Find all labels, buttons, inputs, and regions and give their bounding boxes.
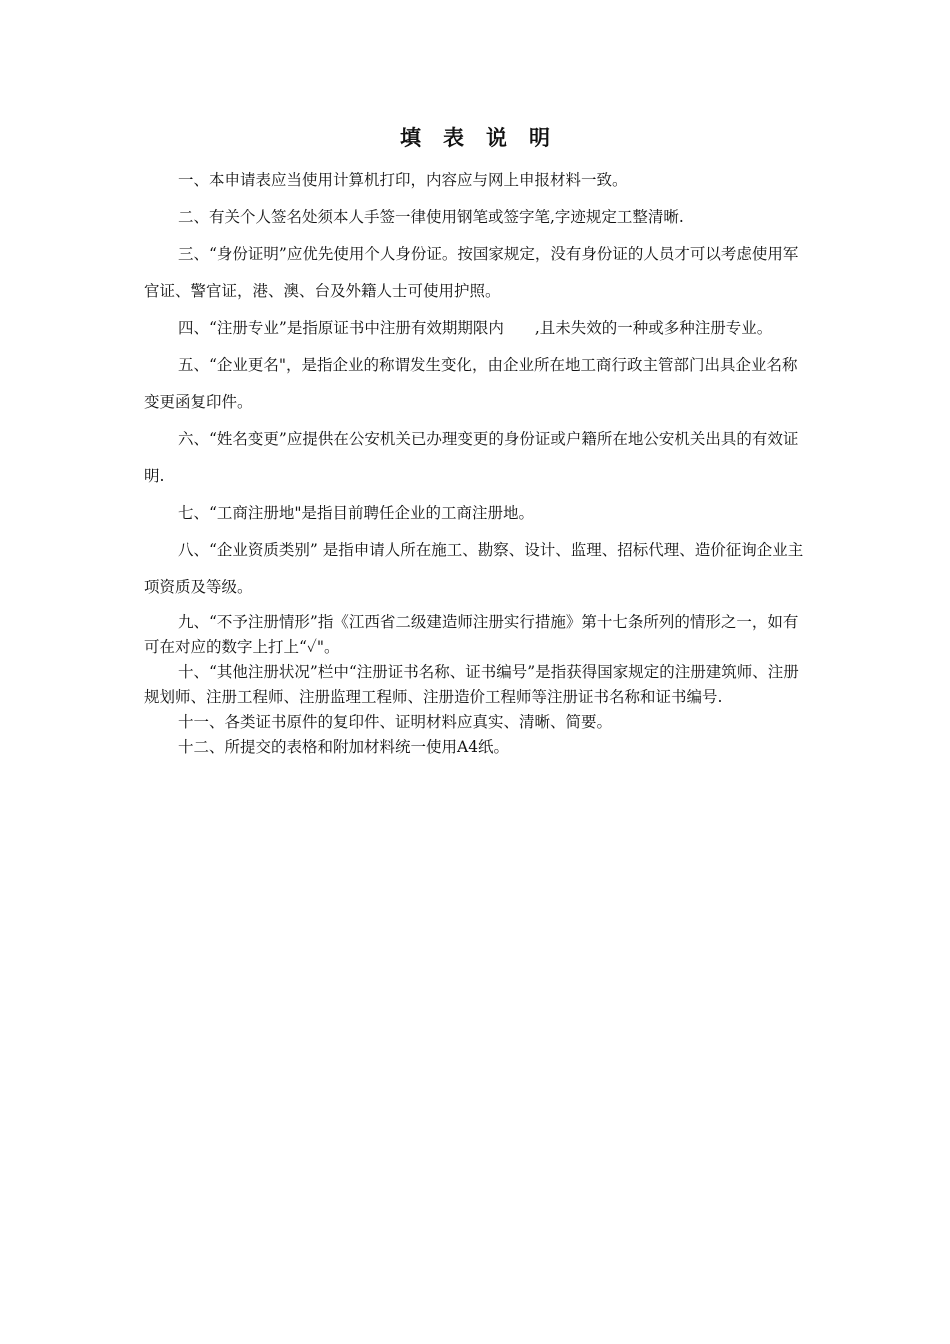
paragraph-7: 七、“工商注册地"是指目前聘任企业的工商注册地。 xyxy=(178,504,535,522)
paragraph-8: 八、“企业资质类别” 是指申请人所在施工、勘察、设计、监理、招标代理、造价征询企业主项资质及等级。 xyxy=(144,541,804,596)
paragraph-10: 十、“其他注册状况”栏中“注册证书名称、证书编号”是指获得国家规定的注册建筑师、注册规划师、注册工程师、注册监理工程师、注册造价工程师等注册证书名称和证书编号. xyxy=(144,663,799,706)
paragraph-11: 十一、各类证书原件的复印件、证明材料应真实、清晰、简要。 xyxy=(178,713,613,731)
paragraph-12: 十二、所提交的表格和附加材料统一使用A4纸。 xyxy=(178,738,510,756)
paragraph-3: 三、“身份证明”应优先使用个人身份证。按国家规定，没有身份证的人员才可以考虑使用军官证、警官证，港、澳、台及外籍人士可使用护照。 xyxy=(144,245,799,300)
paragraph-1: 一、本申请表应当使用计算机打印，内容应与网上申报材料一致。 xyxy=(178,171,628,189)
paragraph-6: 六、“姓名变更”应提供在公安机关已办理变更的身份证或户籍所在地公安机关出具的有效证明. xyxy=(144,430,799,485)
instructions-body xyxy=(144,162,808,760)
paragraph-4: 四、“注册专业”是指原证书中注册有效期期限内 ,且未失效的一种或多种注册专业。 xyxy=(178,319,773,337)
paragraph-2: 二、有关个人签名处须本人手签一律使用钢笔或签字笔,字迹规定工整清晰. xyxy=(178,208,684,226)
page-title: 填表说明 xyxy=(400,125,572,150)
paragraph-9: 九、“不予注册情形”指《江西省二级建造师注册实行措施》第十七条所列的情形之一，如有可在对应的数字上打上“✓"。 xyxy=(144,613,799,656)
paragraph-5: 五、“企业更名"，是指企业的称谓发生变化，由企业所在地工商行政主管部门出具企业名称变更函复印件。 xyxy=(144,356,798,411)
